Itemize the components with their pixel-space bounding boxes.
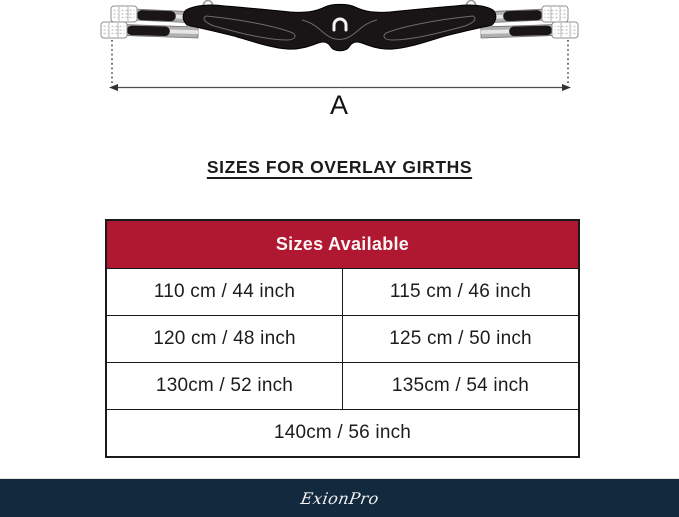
- table-row: [106, 316, 579, 363]
- sizes-table: [105, 219, 580, 458]
- footer-bar: [0, 478, 679, 517]
- table-row: [106, 363, 579, 410]
- size-cell: 130cm / 52 inch: [106, 363, 343, 410]
- girth-right-straps: [481, 6, 578, 38]
- girth-left-straps: [101, 6, 198, 38]
- size-cell: 135cm / 54 inch: [343, 363, 580, 410]
- size-cell: 110 cm / 44 inch: [106, 269, 343, 316]
- table-row: [106, 410, 579, 458]
- size-cell: 115 cm / 46 inch: [343, 269, 580, 316]
- girth-body: [183, 4, 496, 50]
- size-cell: 125 cm / 50 inch: [343, 316, 580, 363]
- size-cell-full: 140cm / 56 inch: [106, 410, 579, 458]
- brand-logo: ExionPro: [298, 488, 381, 508]
- dimension-a-label: A: [329, 90, 349, 120]
- table-header: Sizes Available: [106, 220, 579, 269]
- table-row: [106, 269, 579, 316]
- table-header-row: [106, 220, 579, 269]
- page-title: SIZES FOR OVERLAY GIRTHS: [206, 157, 473, 177]
- size-cell: 120 cm / 48 inch: [106, 316, 343, 363]
